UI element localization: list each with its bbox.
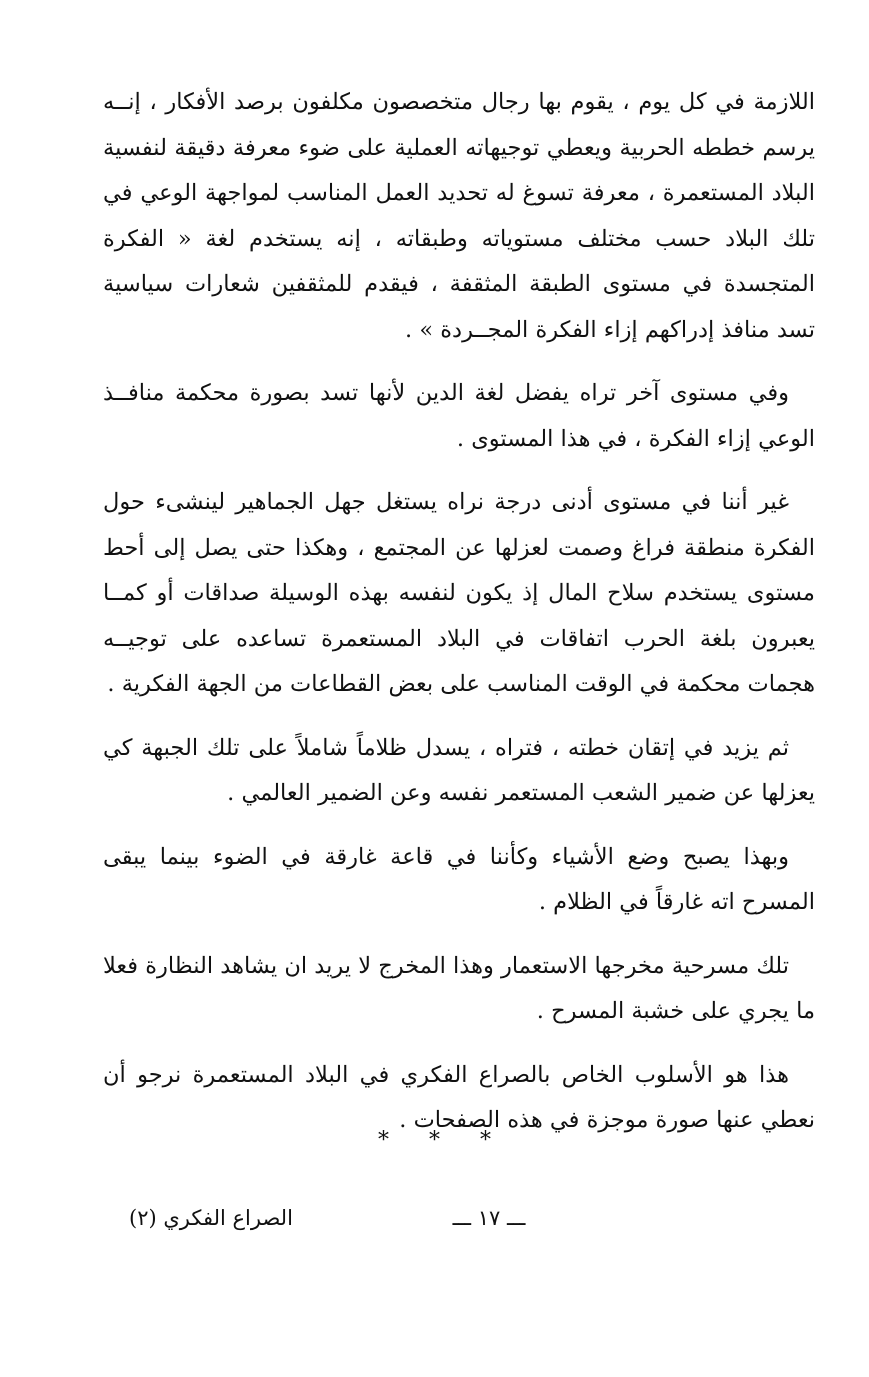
paragraph: ثم يزيد في إتقان خطته ، فتراه ، يسدل ظلاماً شاملاً على تلك الجبهة كي يعزلها عن ضمير الشعب المستعمر نفسه وعن الضمير العالمي . <box>103 734 815 806</box>
paragraph: تلك مسرحية مخرجها الاستعمار وهذا المخرج لا يريد ان يشاهد النظارة فعلا ما يجري على خشبة المسرح . <box>103 952 815 1024</box>
separator-star: * <box>480 1128 491 1153</box>
paragraph: وبهذا يصبح وضع الأشياء وكأننا في قاعة غارقة في الضوء بينما يبقى المسرح اته غارقاً في الظلام . <box>103 843 815 915</box>
paragraph: هذا هو الأسلوب الخاص بالصراع الفكري في البلاد المستعمرة نرجو أن نعطي عنها صورة موجزة في هذه الصفحات . <box>103 1061 815 1133</box>
page-footer <box>103 1206 815 1238</box>
section-separator <box>0 1128 869 1153</box>
body-text <box>103 80 815 1162</box>
running-title: الصراع الفكري (٢) <box>129 1206 293 1230</box>
paragraph: وفي مستوى آخر تراه يفضل لغة الدين لأنها تسد بصورة محكمة منافــذ الوعي إزاء الفكرة ، في هذا المستوى . <box>103 380 815 452</box>
page-number: ـــ ١٧ ـــ <box>452 1206 526 1230</box>
separator-star: * <box>378 1128 389 1153</box>
paragraph: غير أننا في مستوى أدنى درجة نراه يستغل جهل الجماهير لينشىء حول الفكرة منطقة فراغ وصمت لعزلها عن المجتمع ، وهكذا حتى يصل إلى أحط مستوى يستخدم سلاح المال إذ يكون لنفسه بهذه الوسيلة صداقات أو كمــا يعبرون بلغة الحرب اتفاقات في البلاد المستعمرة تساعده على توجيــه هجمات محكمة في الوقت المناسب على بعض القطاعات من الجهة الفكرية . <box>103 489 815 697</box>
separator-star: * <box>429 1128 440 1153</box>
paragraph: اللازمة في كل يوم ، يقوم بها رجال متخصصون مكلفون برصد الأفكار ، إنــه يرسم خططه الحربية ويعطي توجيهاته العملية على ضوء معرفة دقيقة لنفسية البلاد المستعمرة ، معرفة تسوغ له تحديد العمل المناسب لمواجهة الوعي في تلك البلاد حسب مختلف مستوياته وطبقاته ، إنه يستخدم لغة « الفكرة المتجسدة في مستوى الطبقة المثقفة ، فيقدم للمثقفين شعارات سياسية تسد منافذ إدراكهم إزاء الفكرة المجــردة » . <box>103 89 815 343</box>
